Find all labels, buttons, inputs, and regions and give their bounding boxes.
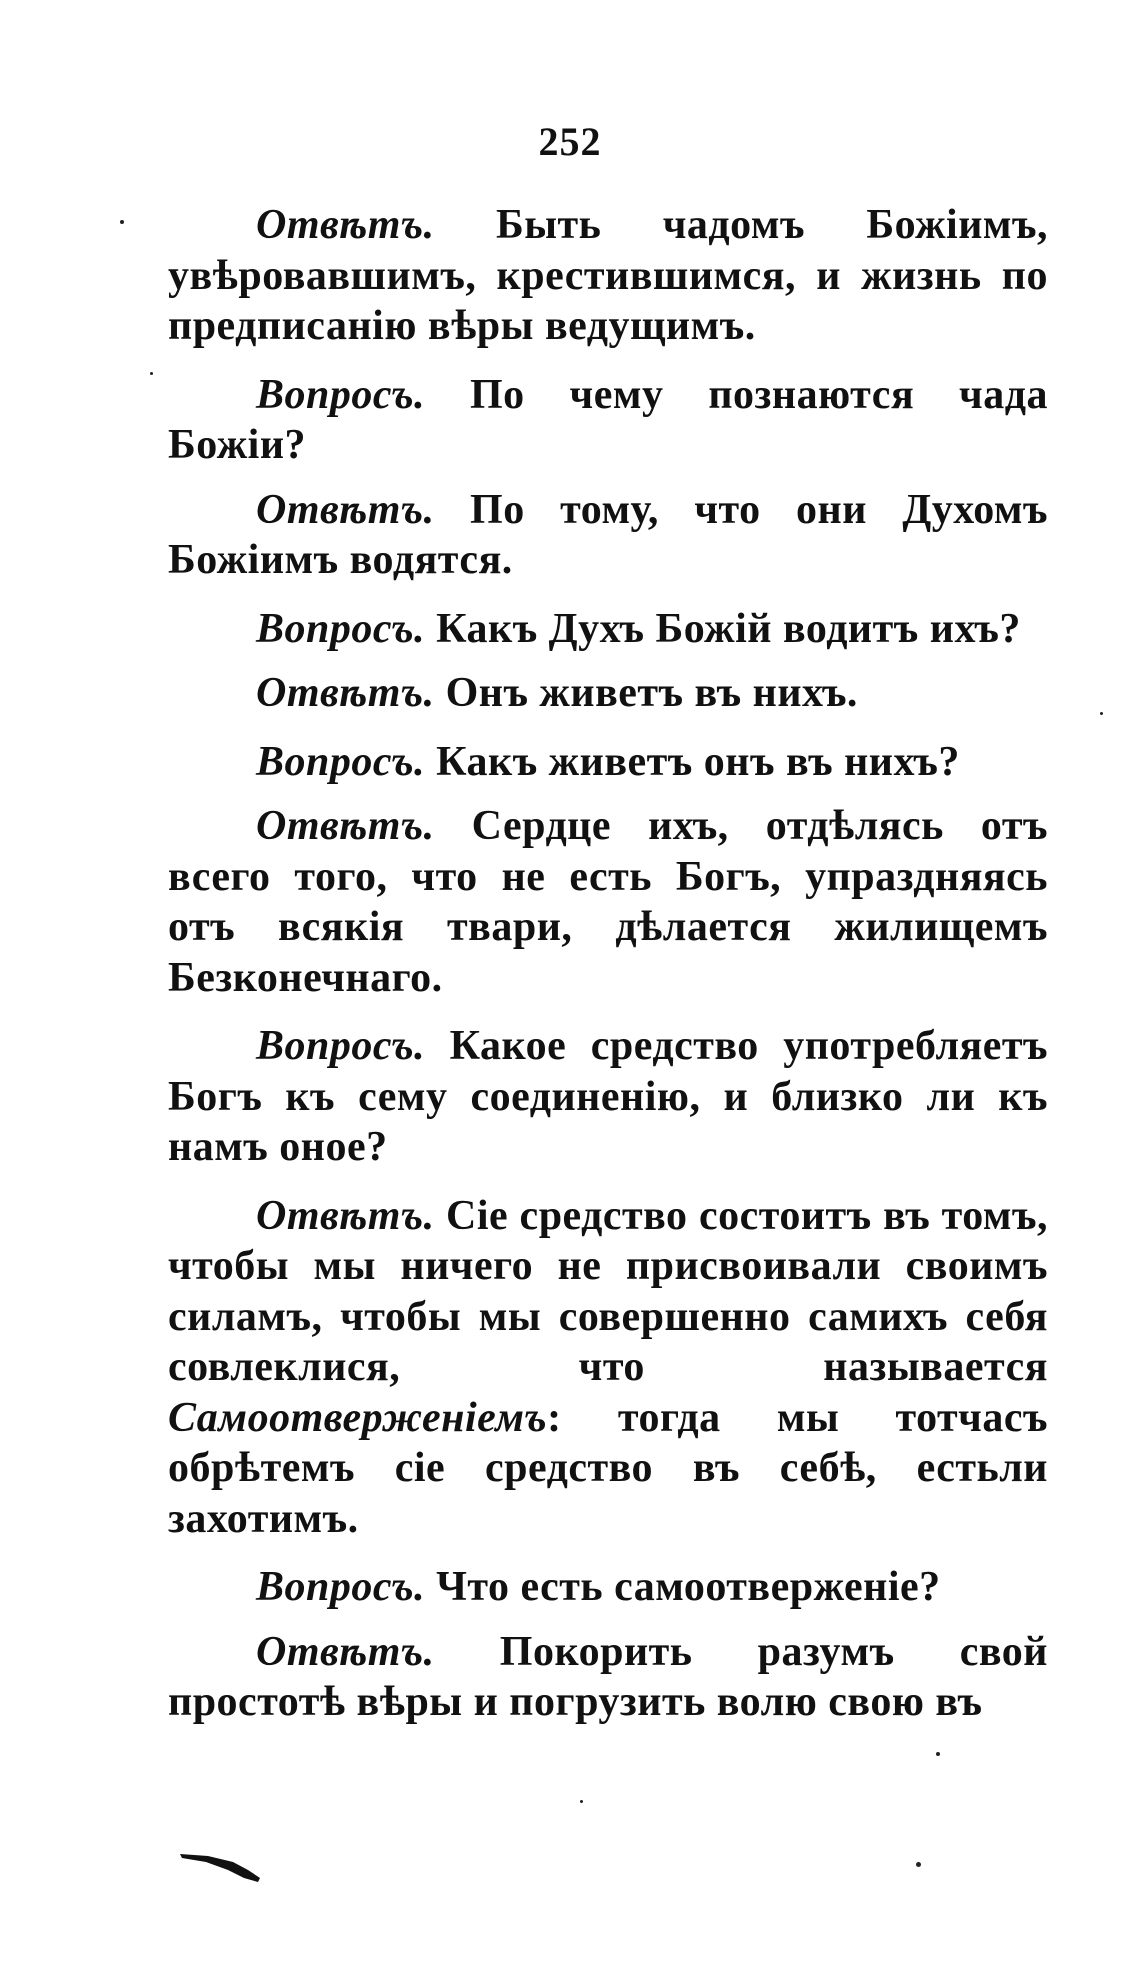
- paragraph-text: Какое средство употребляетъ Богъ къ сему соединенію, и близко ли къ намъ оное?: [168, 1023, 1048, 1170]
- speaker-label: Вопросъ.: [256, 371, 426, 418]
- speaker-label: Отвѣтъ.: [256, 1192, 435, 1239]
- page-number: 252: [538, 119, 602, 164]
- speaker-label: Отвѣтъ.: [256, 1628, 435, 1675]
- dust-speck: [1100, 712, 1103, 715]
- speaker-label: Вопросъ.: [256, 738, 426, 785]
- question-paragraph: [168, 370, 1048, 471]
- speaker-label: Отвѣтъ.: [256, 670, 435, 716]
- dust-speck: [150, 372, 153, 375]
- speaker-label: Отвѣтъ.: [256, 202, 435, 248]
- dust-speck: [580, 1800, 583, 1803]
- paragraph-text: Покорить разумъ свой простотѣ вѣры и погрузить волю свою въ: [168, 1628, 1048, 1725]
- speaker-label: Вопросъ.: [256, 605, 426, 652]
- answer-paragraph: [168, 200, 1048, 352]
- question-paragraph: [168, 1021, 1048, 1173]
- speaker-label: Отвѣтъ.: [256, 803, 435, 849]
- question-paragraph: [168, 1562, 1048, 1613]
- paragraph-text: Что есть самоотверженіе?: [425, 1564, 941, 1610]
- paragraph-text: Сіе средство состоитъ въ томъ, чтобы мы ничего не присвоивали своимъ силамъ, чтобы мы совершенно самихъ себя совлеклися, что называется: [168, 1192, 1048, 1390]
- answer-paragraph: [168, 1191, 1048, 1545]
- dust-speck: [916, 1862, 921, 1867]
- speaker-label: Вопросъ.: [256, 1564, 426, 1610]
- emphasized-term: Самоотверженіемъ: [168, 1394, 548, 1441]
- speaker-label: Отвѣтъ.: [256, 486, 435, 533]
- paragraph-text: Быть чадомъ Божіимъ, увѣровавшимъ, крестившимся, и жизнь по предписанію вѣры ведущимъ.: [168, 202, 1048, 349]
- paragraph-text: Сердце ихъ, отдѣлясь отъ всего того, что не есть Богъ, упраздняясь отъ всякія твари, дѣлается жилищемъ Безконечнаго.: [168, 803, 1048, 1001]
- paragraph-text: Какъ живетъ онъ въ нихъ?: [425, 738, 960, 785]
- question-paragraph: [168, 604, 1048, 655]
- speaker-label: Вопросъ.: [256, 1023, 426, 1069]
- answer-paragraph: [168, 1627, 1048, 1728]
- paragraph-text: По тому, что они Духомъ Божіимъ водятся.: [168, 486, 1048, 583]
- paragraph-text: По чему познаются чада Божіи?: [168, 371, 1048, 468]
- paragraph-text: Онъ живетъ въ нихъ.: [434, 670, 858, 716]
- ink-smudge: [178, 1848, 278, 1888]
- question-paragraph: [168, 737, 1048, 788]
- answer-paragraph: [168, 485, 1048, 586]
- paragraph-text-continued: : тогда мы тотчасъ обрѣтемъ сіе средство въ себѣ, естьли захотимъ.: [168, 1394, 1048, 1542]
- answer-paragraph: [168, 801, 1048, 1003]
- paragraph-text: Какъ Духъ Божій водитъ ихъ?: [425, 605, 1021, 652]
- catechism-text: [168, 200, 1048, 1746]
- dust-speck: [120, 220, 124, 224]
- answer-paragraph: [168, 668, 1048, 719]
- dust-speck: [936, 1752, 940, 1756]
